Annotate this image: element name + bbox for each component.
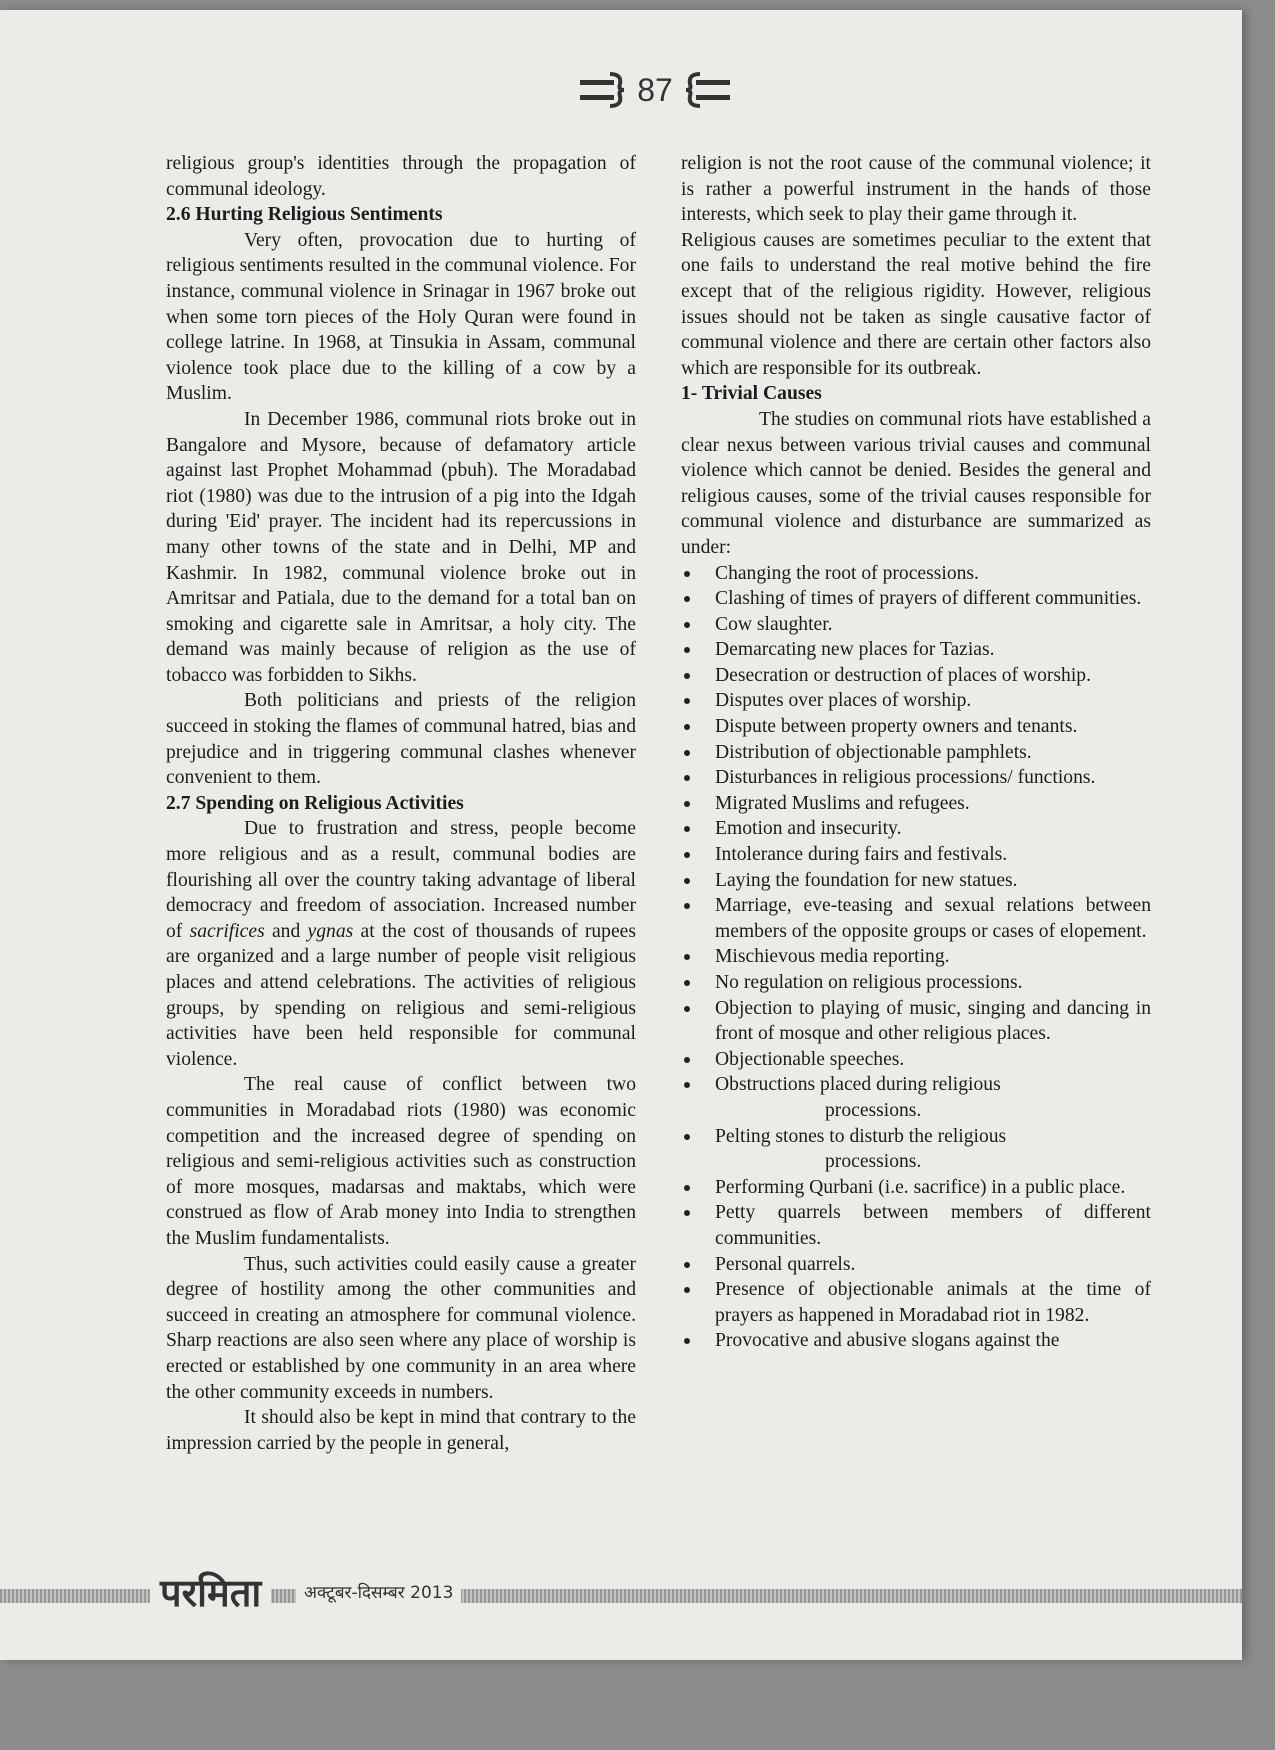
list-item: Disputes over places of worship. (681, 688, 1151, 714)
list-item: Changing the root of processions. (681, 561, 1151, 587)
paragraph-trivial-causes: The studies on communal riots have established a clear nexus between various trivial causes and communal violence which cannot be denied. Besides the general and religious causes, some of the trivial causes responsible for communal violence and disturbance are summarized as under: (681, 408, 1151, 558)
list-item: Objectionable speeches. (681, 1047, 1151, 1073)
list-item: No regulation on religious processions. (681, 970, 1151, 996)
list-item: Disturbances in religious processions/ functions. (681, 765, 1151, 791)
list-item: Cow slaughter. (681, 612, 1151, 638)
list-item-line1: Pelting stones to disturb the religious (715, 1125, 1007, 1147)
paragraph-religious-causes: Religious causes are sometimes peculiar to the extent that one fails to understand the real motive behind the fire except that of the religious rigidity. However, religious issues should not be taken as single causative factor of communal violence and there are certain other factors also which are responsible for its outbreak. (681, 229, 1151, 379)
page-sheet (0, 10, 1242, 1660)
right-column (681, 151, 1151, 1354)
list-item-line1: Obstructions placed during religious (715, 1074, 1001, 1096)
emphasis-ygnas: ygnas (307, 920, 354, 942)
list-item: Distribution of objectionable pamphlets. (681, 740, 1151, 766)
paragraph-2-7-d: It should also be kept in mind that contrary to the impression carried by the people in general, (166, 1407, 636, 1454)
paragraph-2-6-c: Both politicians and priests of the religion succeed in stoking the flames of communal hatred, bias and prejudice and in triggering communal clashes whenever convenient to them. (166, 690, 636, 789)
list-item: Objection to playing of music, singing and dancing in front of mosque and other religious places. (681, 996, 1151, 1047)
paragraph-continued: religion is not the root cause of the communal violence; it is rather a powerful instrument in the hands of those interests, which seek to play their game through it. (681, 153, 1151, 226)
page-number: 87 (637, 72, 673, 108)
journal-name: परमिता (150, 1568, 271, 1618)
right-bracket-icon (684, 72, 730, 108)
paragraph-2-7-a-part3: at the cost of thousands of rupees are organized and a large number of people visit religious places and attend celebrations. The activities of religious groups, by spending on religious and semi-religious activities have been held responsible for communal violence. (166, 920, 636, 1070)
heading-2-7: 2.7 Spending on Religious Activities (166, 792, 464, 814)
paragraph-2-7-b: The real cause of conflict between two communities in Moradabad riots (1980) was economic competition and the increased degree of spending on religious and semi-religious activities such as construction of more mosques, madarsas and maktabs, which were construed as flow of Arab money into India to strengthen the Muslim fundamentalists. (166, 1074, 636, 1249)
paragraph-2-7-a (166, 816, 636, 1072)
list-item: Performing Qurbani (i.e. sacrifice) in a public place. (681, 1175, 1151, 1201)
paragraph-intro: religious group's identities through the propagation of communal ideology. (166, 153, 636, 200)
list-item: Petty quarrels between members of different communities. (681, 1200, 1151, 1251)
list-item: Emotion and insecurity. (681, 816, 1151, 842)
list-item: Laying the foundation for new statues. (681, 868, 1151, 894)
list-item: Provocative and abusive slogans against the (681, 1328, 1151, 1354)
paragraph-2-6-a: Very often, provocation due to hurting of religious sentiments resulted in the communal violence. For instance, communal violence in Srinagar in 1967 broke out when some torn pieces of the Holy Quran were found in college latrine. In 1968, at Tinsukia in Assam, communal violence took place due to the killing of a cow by a Muslim. (166, 229, 636, 405)
list-item-line2: processions. (825, 1151, 922, 1173)
list-item-line2: processions. (825, 1099, 922, 1121)
heading-trivial-causes: 1- Trivial Causes (681, 383, 822, 405)
trivial-causes-list (681, 561, 1151, 1354)
paragraph-2-6-b: In December 1986, communal riots broke out in Bangalore and Mysore, because of defamatory article against last Prophet Mohammad (pbuh). The Moradabad riot (1980) was due to the intrusion of a pig into the Idgah during 'Eid' prayer. The incident had its repercussions in many other towns of the state and in Delhi, MP and Kashmir. In 1982, communal violence broke out in Amritsar and Patiala, due to the demand for a total ban on smoking and cigarette sale in Amritsar, a holy city. The demand was mainly because of religion as the use of tobacco was forbidden to Sikhs. (166, 408, 636, 686)
left-column (166, 151, 636, 1456)
list-item (681, 1072, 1151, 1123)
list-item: Presence of objectionable animals at the time of prayers as happened in Moradabad riot in 1982. (681, 1277, 1151, 1328)
list-item: Demarcating new places for Tazias. (681, 637, 1151, 663)
issue-date: अक्टूबर-दिसम्बर 2013 (296, 1578, 461, 1608)
list-item: Desecration or destruction of places of worship. (681, 663, 1151, 689)
list-item: Migrated Muslims and refugees. (681, 791, 1151, 817)
heading-2-6: 2.6 Hurting Religious Sentiments (166, 204, 443, 226)
emphasis-sacrifices: sacrifices (189, 920, 265, 942)
list-item: Dispute between property owners and tenants. (681, 714, 1151, 740)
left-bracket-icon (580, 72, 626, 108)
paragraph-2-7-a-part1: Due to frustration and stress, people become more religious and as a result, communal bodies are flourishing all over the country taking advantage of liberal democracy and freedom of association. Increased number of (166, 818, 636, 942)
list-item (681, 1124, 1151, 1175)
paragraph-2-7-c: Thus, such activities could easily cause a greater degree of hostility among the other communities and succeed in creating an atmosphere for communal violence. Sharp reactions are also seen where any place of worship is erected or established by one community in an area where the other community exceeds in numbers. (166, 1253, 636, 1403)
page-number-ornament (580, 60, 730, 120)
page-footer (0, 1568, 1242, 1618)
list-item: Marriage, eve-teasing and sexual relations between members of the opposite groups or cases of elopement. (681, 893, 1151, 944)
list-item: Intolerance during fairs and festivals. (681, 842, 1151, 868)
list-item: Clashing of times of prayers of different communities. (681, 586, 1151, 612)
list-item: Mischievous media reporting. (681, 944, 1151, 970)
paragraph-2-7-a-part2: and (264, 920, 308, 942)
list-item: Personal quarrels. (681, 1252, 1151, 1278)
